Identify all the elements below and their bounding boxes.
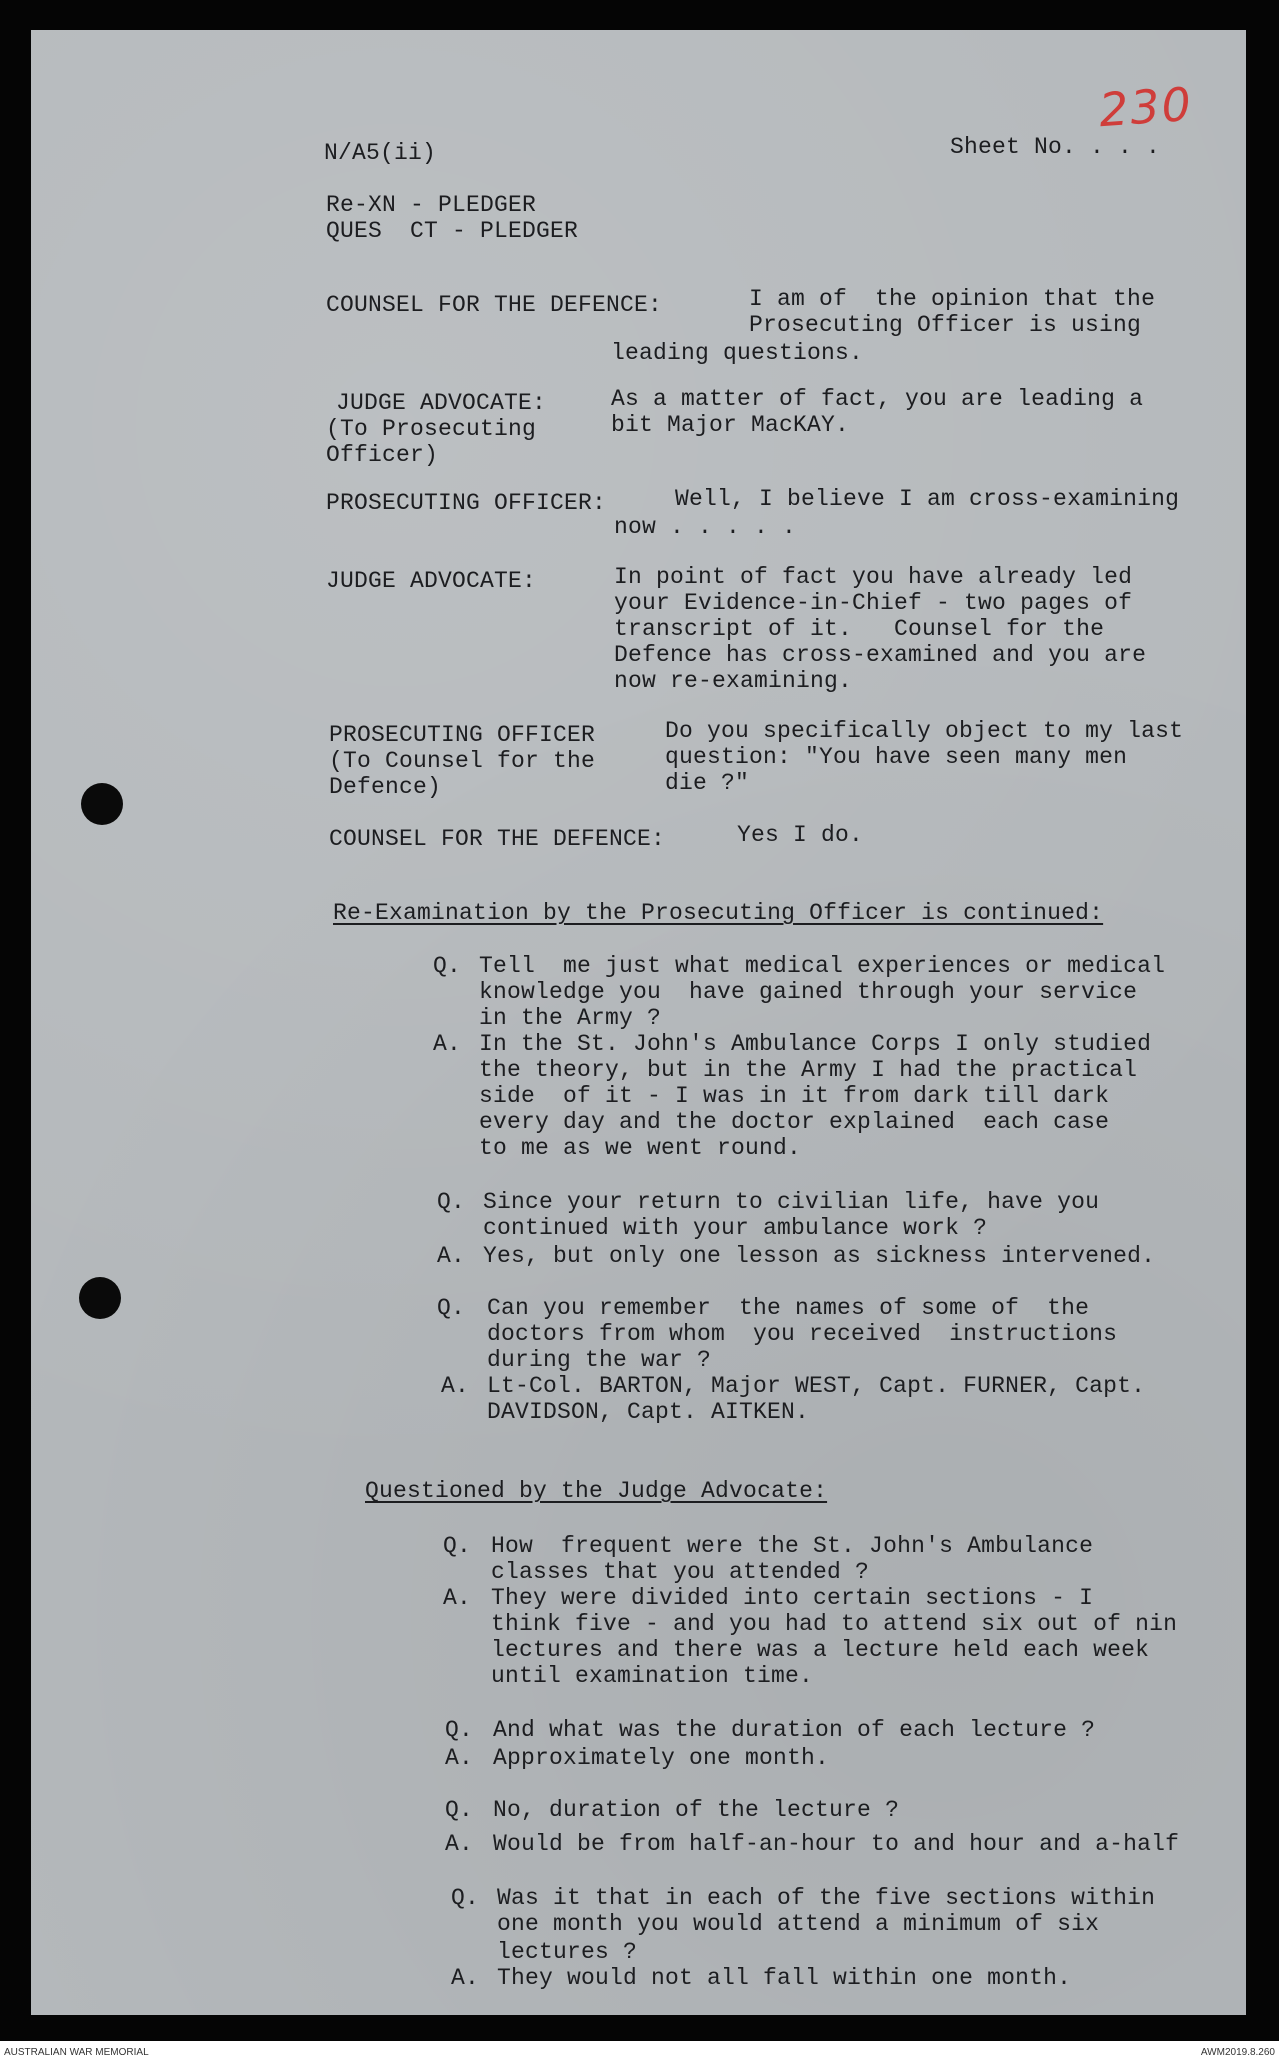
statement-line: now re-examining. bbox=[614, 668, 853, 694]
question-marker: Q. bbox=[445, 1797, 474, 1823]
statement-line: question: "You have seen many men bbox=[665, 744, 1128, 770]
answer-line: Lt-Col. BARTON, Major WEST, Capt. FURNER, Capt. bbox=[487, 1373, 1146, 1399]
question-marker: Q. bbox=[451, 1885, 480, 1911]
document-page bbox=[31, 30, 1246, 2015]
section-heading-re-examination: Re-Examination by the Prosecuting Officer is continued: bbox=[333, 900, 1104, 926]
speaker-label: COUNSEL FOR THE DEFENCE: bbox=[326, 292, 663, 318]
answer-line: the theory, but in the Army I had the practical bbox=[479, 1057, 1138, 1083]
speaker-label: COUNSEL FOR THE DEFENCE: bbox=[329, 826, 666, 852]
statement-line: Well, I believe I am cross-examining bbox=[675, 486, 1180, 512]
header-line-1: Re-XN - PLEDGER bbox=[326, 192, 537, 218]
question-line: Since your return to civilian life, have you bbox=[483, 1189, 1100, 1215]
answer-line: every day and the doctor explained each case bbox=[479, 1109, 1110, 1135]
speaker-sub-label: (To Prosecuting bbox=[326, 416, 537, 442]
answer-line: side of it - I was in it from dark till dark bbox=[479, 1083, 1110, 1109]
answer-line: Approximately one month. bbox=[493, 1745, 830, 1771]
answer-line: lectures and there was a lecture held each week bbox=[491, 1637, 1150, 1663]
statement-line: In point of fact you have already led bbox=[614, 564, 1133, 590]
question-line: How frequent were the St. John's Ambulance bbox=[491, 1533, 1094, 1559]
speaker-label: JUDGE ADVOCATE: bbox=[336, 390, 547, 416]
question-line: No, duration of the lecture ? bbox=[493, 1797, 900, 1823]
statement-line: Do you specifically object to my last bbox=[665, 718, 1184, 744]
answer-marker: A. bbox=[451, 1965, 480, 1991]
answer-line: They would not all fall within one month. bbox=[497, 1965, 1072, 1991]
statement-line: leading questions. bbox=[611, 340, 864, 366]
answer-line: They were divided into certain sections - I bbox=[491, 1585, 1094, 1611]
statement-line: I am of the opinion that the bbox=[749, 286, 1156, 312]
punch-hole-bottom bbox=[79, 1277, 121, 1319]
question-line: Was it that in each of the five sections within bbox=[497, 1885, 1156, 1911]
statement-line: bit Major MacKAY. bbox=[611, 412, 850, 438]
answer-line: think five - and you had to attend six out of nin bbox=[491, 1611, 1178, 1637]
speaker-sub-label: Defence) bbox=[329, 774, 442, 800]
question-line: doctors from whom you received instructions bbox=[487, 1321, 1118, 1347]
question-marker: Q. bbox=[437, 1295, 466, 1321]
question-line: during the war ? bbox=[487, 1347, 712, 1373]
header-line-2: QUES CT - PLEDGER bbox=[326, 218, 579, 244]
sheet-number: 230 bbox=[1097, 76, 1195, 138]
speaker-label: PROSECUTING OFFICER: bbox=[326, 490, 607, 516]
answer-marker: A. bbox=[443, 1585, 472, 1611]
speaker-label: PROSECUTING OFFICER bbox=[329, 722, 596, 748]
section-heading-judge-advocate: Questioned by the Judge Advocate: bbox=[365, 1478, 828, 1504]
question-line: one month you would attend a minimum of six bbox=[497, 1911, 1100, 1937]
answer-marker: A. bbox=[437, 1243, 466, 1269]
statement-line: As a matter of fact, you are leading a bbox=[611, 386, 1144, 412]
question-line: knowledge you have gained through your service bbox=[479, 979, 1138, 1005]
answer-line: until examination time. bbox=[491, 1663, 814, 1689]
speaker-label: JUDGE ADVOCATE: bbox=[326, 568, 537, 594]
question-line: Tell me just what medical experiences or medical bbox=[479, 953, 1166, 979]
question-line: Can you remember the names of some of the bbox=[487, 1295, 1090, 1321]
punch-hole-top bbox=[81, 783, 123, 825]
statement-line: Yes I do. bbox=[737, 822, 864, 848]
answer-marker: A. bbox=[433, 1031, 462, 1057]
question-marker: Q. bbox=[437, 1189, 466, 1215]
footer-accession-number: AWM2019.8.260 bbox=[1200, 2047, 1275, 2058]
reference-code: N/A5(ii) bbox=[324, 140, 437, 166]
question-line: lectures ? bbox=[497, 1939, 638, 1965]
statement-line: die ?" bbox=[665, 770, 750, 796]
statement-line: transcript of it. Counsel for the bbox=[614, 616, 1105, 642]
question-line: And what was the duration of each lecture ? bbox=[493, 1717, 1096, 1743]
answer-line: DAVIDSON, Capt. AITKEN. bbox=[487, 1399, 810, 1425]
speaker-sub-label: (To Counsel for the bbox=[329, 748, 596, 774]
answer-marker: A. bbox=[445, 1831, 474, 1857]
answer-line: Yes, but only one lesson as sickness intervened. bbox=[483, 1243, 1156, 1269]
sheet-label: Sheet No. . . . bbox=[950, 134, 1161, 160]
question-marker: Q. bbox=[443, 1533, 472, 1559]
question-line: classes that you attended ? bbox=[491, 1559, 870, 1585]
statement-line: now . . . . . bbox=[614, 514, 797, 540]
question-marker: Q. bbox=[433, 953, 462, 979]
answer-line: In the St. John's Ambulance Corps I only studied bbox=[479, 1031, 1152, 1057]
question-line: in the Army ? bbox=[479, 1005, 662, 1031]
footer-archive-name: AUSTRALIAN WAR MEMORIAL bbox=[4, 2047, 149, 2058]
statement-line: Defence has cross-examined and you are bbox=[614, 642, 1147, 668]
speaker-sub-label: Officer) bbox=[326, 442, 439, 468]
answer-line: Would be from half-an-hour to and hour and a-half bbox=[493, 1831, 1180, 1857]
answer-line: to me as we went round. bbox=[479, 1135, 802, 1161]
statement-line: Prosecuting Officer is using bbox=[749, 312, 1142, 338]
question-marker: Q. bbox=[445, 1717, 474, 1743]
answer-marker: A. bbox=[441, 1373, 470, 1399]
question-line: continued with your ambulance work ? bbox=[483, 1215, 988, 1241]
statement-line: your Evidence-in-Chief - two pages of bbox=[614, 590, 1133, 616]
answer-marker: A. bbox=[445, 1745, 474, 1771]
